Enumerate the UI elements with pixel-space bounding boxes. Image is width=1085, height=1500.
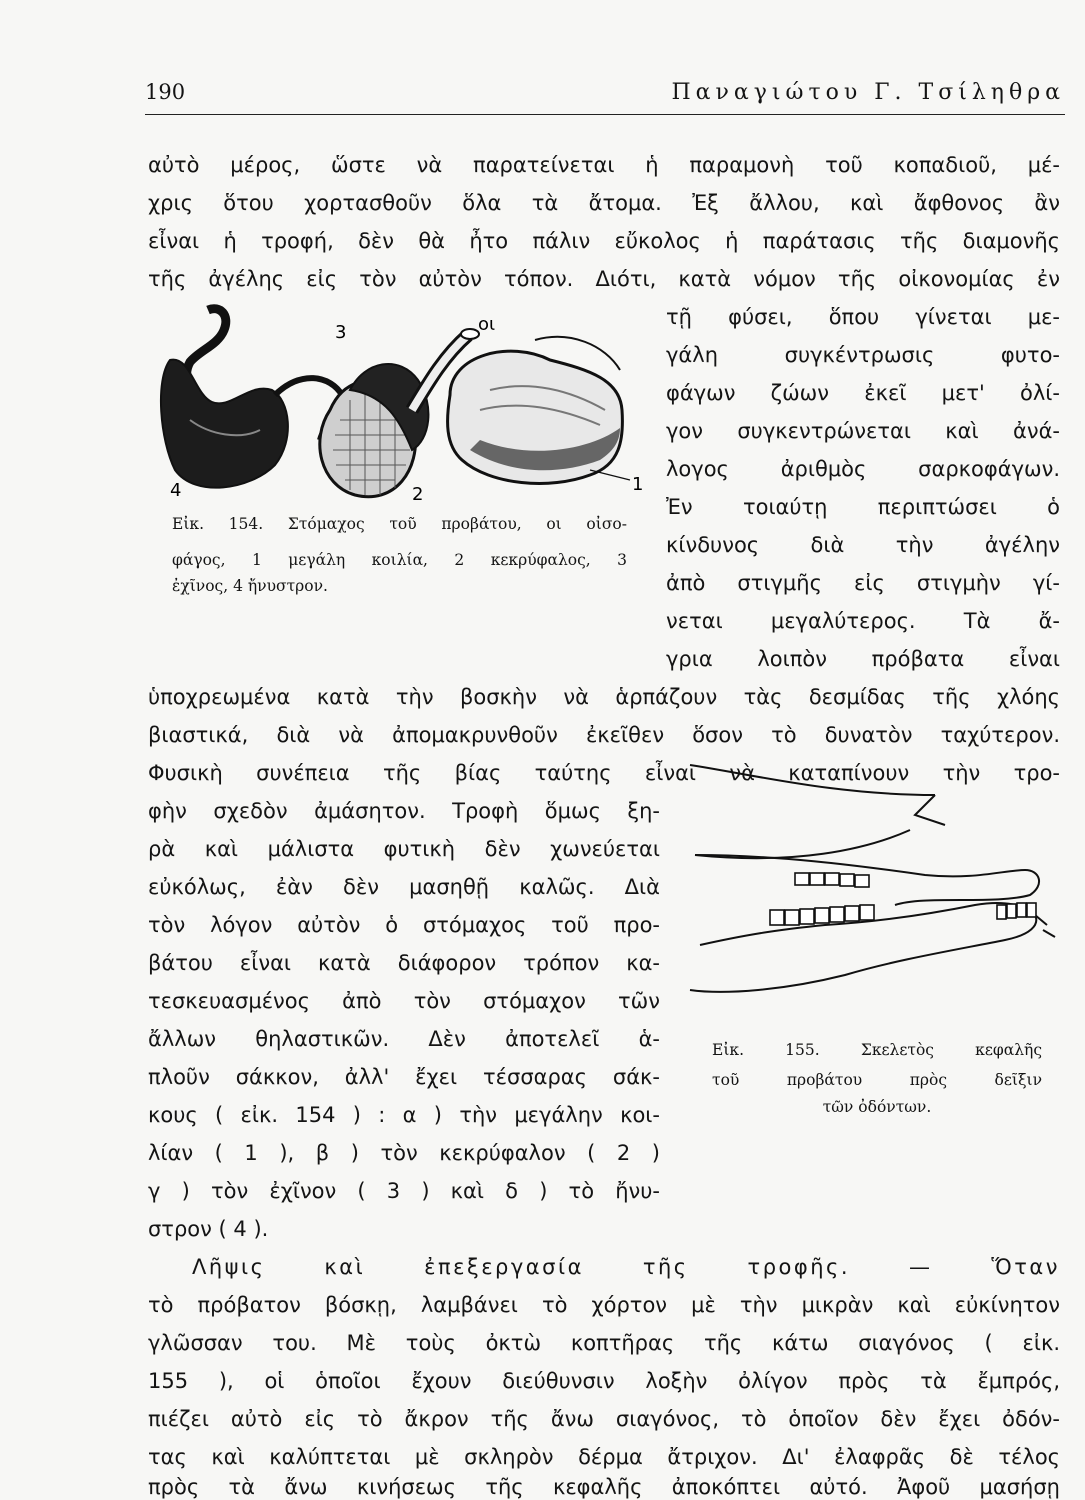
- text-line: νεται μεγαλύτερος. Τὰ ἄ-: [666, 609, 1060, 633]
- text-line: εὐκόλως, ἐὰν δὲν μασηθῇ καλῶς. Διὰ: [148, 875, 660, 899]
- text-line: φάγων ζώων ἐκεῖ μετ' ὀλί-: [666, 381, 1060, 405]
- figure-155-caption-line: τῶν ὀδόντων.: [822, 1098, 932, 1116]
- figure-154-label-4: 4: [170, 480, 182, 501]
- page-header: [145, 80, 1065, 115]
- figure-154-label-3: 3: [335, 322, 347, 343]
- figure-154-caption-line: Εἰκ. 154. Στόμαχος τοῦ προβάτου, οι οἰσο-: [172, 515, 627, 533]
- figure-155-caption-line: τοῦ προβάτου πρὸς δεῖξιν: [712, 1071, 1042, 1089]
- text-line: ἄλλων θηλαστικῶν. Δὲν ἀποτελεῖ ἁ-: [148, 1027, 660, 1051]
- text-line: τὸν λόγον αὐτὸν ὁ στόμαχος τοῦ προ-: [148, 913, 660, 937]
- figure-154-caption-line: ἐχῖνος, 4 ἤνυστρον.: [172, 577, 328, 595]
- text-line: τας καὶ καλύπτεται μὲ σκληρὸν δέρμα ἄτριχον. Δι' ἐλαφρᾶς δὲ τέλος: [148, 1445, 1060, 1469]
- text-line: βάτου εἶναι κατὰ διάφορον τρόπον κα-: [148, 951, 660, 975]
- text-line: βιαστικά, διὰ νὰ ἀπομακρυνθοῦν ἐκεῖθεν ὅσον τὸ δυνατὸν ταχύτερον.: [148, 723, 1060, 747]
- figure-154-label-1: 1: [632, 474, 644, 495]
- figure-154-label-oi: οι: [478, 314, 496, 335]
- text-line: τεσκευασμένος ἀπὸ τὸν στόμαχον τῶν: [148, 989, 660, 1013]
- text-line: λίαν ( 1 ), β ) τὸν κεκρύφαλον ( 2 ): [148, 1141, 660, 1165]
- figure-155-skull-illustration: [675, 755, 1070, 1030]
- text-line: στρον ( 4 ).: [148, 1217, 269, 1241]
- text-line: Φυσικὴ συνέπεια τῆς βίας ταύτης εἶναι νὰ καταπίνουν τὴν τρο-: [148, 761, 1060, 785]
- section-heading-line: Λῆψις καὶ ἐπεξεργασία τῆς τροφῆς. — Ὅταν: [192, 1255, 1060, 1279]
- text-line: τὸ πρόβατον βόσκῃ, λαμβάνει τὸ χόρτον μὲ τὴν μικρὰν καὶ εὐκίνητον: [148, 1293, 1060, 1317]
- text-line: πρὸς τὰ ἄνω κινήσεως τῆς κεφαλῆς ἀποκόπτει αὐτό. Ἀφοῦ μασήσῃ: [148, 1475, 1060, 1499]
- text-line: κους ( εἰκ. 154 ) : α ) τὴν μεγάλην κοι-: [148, 1103, 660, 1127]
- text-line: αὐτὸ μέρος, ὥστε νὰ παρατείνεται ἡ παραμονὴ τοῦ κοπαδιοῦ, μέ-: [148, 153, 1060, 177]
- text-line: τῇ φύσει, ὅπου γίνεται με-: [666, 305, 1060, 329]
- figure-154-label-2: 2: [412, 484, 424, 505]
- text-line: γ ) τὸν ἐχῖνον ( 3 ) καὶ δ ) τὸ ἤνυ-: [148, 1179, 660, 1203]
- figure-154-caption-line: φάγος, 1 μεγάλη κοιλία, 2 κεκρύφαλος, 3: [172, 551, 627, 569]
- text-line: λογος ἀριθμὸς σαρκοφάγων.: [666, 457, 1060, 481]
- text-line: ἀπὸ στιγμῆς εἰς στιγμὴν γί-: [666, 571, 1060, 595]
- text-line: γλῶσσαν του. Μὲ τοὺς ὀκτὼ κοπτῆρας τῆς κάτω σιαγόνος ( εἰκ.: [148, 1331, 1060, 1355]
- text-line: γάλη συγκέντρωσις φυτο-: [666, 343, 1060, 367]
- text-line: 155 ), οἱ ὁποῖοι ἔχουν διεύθυνσιν λοξὴν ὀλίγον πρὸς τὰ ἔμπρός,: [148, 1369, 1060, 1393]
- text-line: χρις ὅτου χορτασθοῦν ὅλα τὰ ἄτομα. Ἐξ ἄλλου, καὶ ἄφθονος ἂν: [148, 191, 1060, 215]
- text-line: γρια λοιπὸν πρόβατα εἶναι: [666, 647, 1060, 671]
- text-line: ὑποχρεωμένα κατὰ τὴν βοσκὴν νὰ ἁρπάζουν τὰς δεσμίδας τῆς χλόης: [148, 685, 1060, 709]
- text-line: ρὰ καὶ μάλιστα φυτικὴ δὲν χωνεύεται: [148, 837, 660, 861]
- page-number: 190: [145, 80, 186, 104]
- figure-155-caption-line: Εἰκ. 155. Σκελετὸς κεφαλῆς: [712, 1041, 1042, 1059]
- text-line: φὴν σχεδὸν ἀμάσητον. Τροφὴ ὅμως ξη-: [148, 799, 660, 823]
- text-line: πλοῦν σάκκον, ἀλλ' ἔχει τέσσαρας σάκ-: [148, 1065, 660, 1089]
- running-title: Παναγιώτου Γ. Τσίληθρα: [671, 80, 1065, 105]
- text-line: κίνδυνος διὰ τὴν ἀγέλην: [666, 533, 1060, 557]
- text-line: γον συγκεντρώνεται καὶ ἀνά-: [666, 419, 1060, 443]
- figure-154-stomach-illustration: [150, 300, 650, 510]
- text-line: εἶναι ἡ τροφή, δὲν θὰ ἦτο πάλιν εὔκολος ἡ παράτασις τῆς διαμονῆς: [148, 229, 1060, 253]
- text-line: Ἐν τοιαύτῃ περιπτώσει ὁ: [666, 495, 1060, 519]
- text-line: πιέζει αὐτὸ εἰς τὸ ἄκρον τῆς ἄνω σιαγόνος, τὸ ὁποῖον δὲν ἔχει ὀδόν-: [148, 1407, 1060, 1431]
- text-line: τῆς ἀγέλης εἰς τὸν αὐτὸν τόπον. Διότι, κατὰ νόμον τῆς οἰκονομίας ἐν: [148, 267, 1060, 291]
